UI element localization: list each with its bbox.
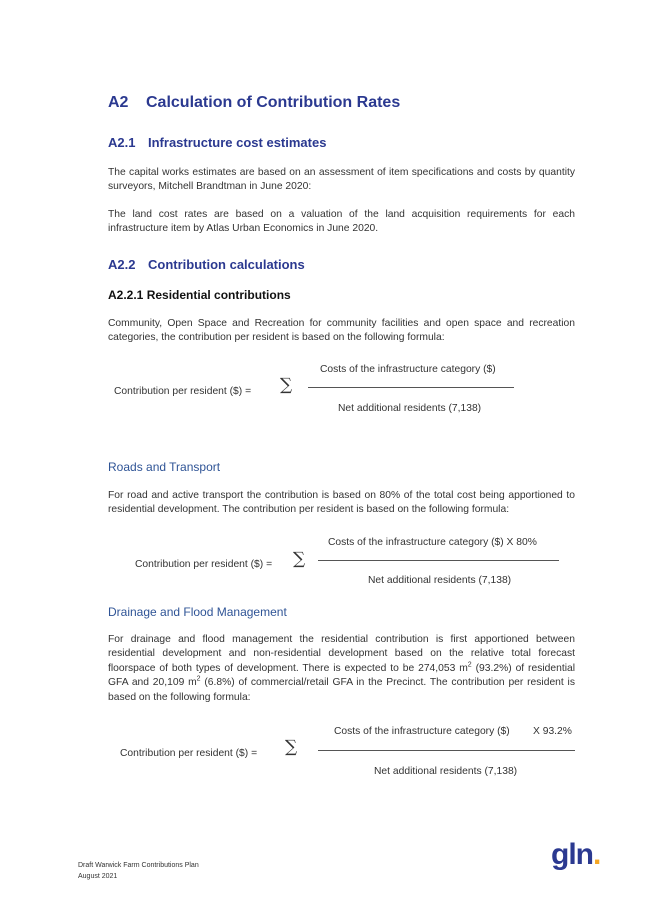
formula-denominator: Net additional residents (7,138) bbox=[374, 766, 518, 777]
roads-transport-heading: Roads and Transport bbox=[108, 460, 221, 474]
section-heading-a21 bbox=[108, 135, 326, 150]
heading-title: Calculation of Contribution Rates bbox=[146, 94, 401, 111]
page-title bbox=[108, 94, 400, 112]
subsection-heading-residential: A2.2.1 Residential contributions bbox=[108, 288, 291, 302]
paragraph-land-cost: The land cost rates are based on a valuation of the land acquisition requirements for each infrastructure item by Atlas Urban Economics in June 2020. bbox=[108, 209, 575, 235]
formula-denominator: Net additional residents (7,138) bbox=[338, 403, 482, 414]
formula-denominator: Net additional residents (7,138) bbox=[368, 575, 512, 586]
sigma-symbol: ∑ bbox=[293, 549, 306, 569]
section-number: A2.2 bbox=[108, 257, 136, 272]
section-title: Infrastructure cost estimates bbox=[148, 135, 327, 150]
paragraph-capital-works: The capital works estimates are based on an assessment of item specifications and costs by quantity surveyors, Mitchell Brandtman in June 2020: bbox=[108, 167, 575, 193]
formula-numerator: Costs of the infrastructure category ($) X 80% bbox=[328, 537, 537, 548]
formula-numerator: Costs of the infrastructure category ($) bbox=[334, 726, 510, 737]
gln-logo: gln. bbox=[551, 838, 601, 871]
sigma-symbol: ∑ bbox=[285, 737, 298, 757]
footer-document-title: Draft Warwick Farm Contributions Plan bbox=[78, 862, 199, 869]
section-title: Contribution calculations bbox=[148, 257, 305, 272]
paragraph-drainage: For drainage and flood management the residential contribution is first apportioned between residential development and non-residential development based on the relative total forecast floorspace of both types of development. There is expected to be 274,053 $m^2$ (93.2%) of residential GFA and 20,109 $m^2$ (6.8%) of commercial/retail GFA in the Precinct. The contribution per resident is based on the following formula: bbox=[108, 634, 575, 703]
section-heading-a22 bbox=[108, 257, 305, 272]
section-number: A2.1 bbox=[108, 135, 136, 150]
formula-multiplier: X 93.2% bbox=[533, 726, 572, 737]
formula-numerator: Costs of the infrastructure category ($) bbox=[320, 364, 496, 375]
logo-dot: . bbox=[593, 838, 601, 871]
fraction-line bbox=[318, 560, 559, 561]
footer-date: August 2021 bbox=[78, 873, 118, 880]
formula-label: Contribution per resident ($) = bbox=[120, 748, 258, 759]
heading-number: A2 bbox=[108, 94, 129, 111]
paragraph-residential-intro: Community, Open Space and Recreation for community facilities and open space and recreation categories, the contribution per resident is based on the following formula: bbox=[108, 318, 575, 344]
fraction-line bbox=[318, 750, 575, 751]
formula-label: Contribution per resident ($) = bbox=[114, 386, 252, 397]
drainage-flood-heading: Drainage and Flood Management bbox=[108, 605, 287, 619]
fraction-line bbox=[308, 387, 514, 388]
formula-label: Contribution per resident ($) = bbox=[135, 559, 273, 570]
sigma-symbol: ∑ bbox=[280, 375, 293, 395]
paragraph-roads: For road and active transport the contribution is based on 80% of the total cost being apportioned to residential development. The contribution per resident is based on the following formula: bbox=[108, 490, 575, 516]
